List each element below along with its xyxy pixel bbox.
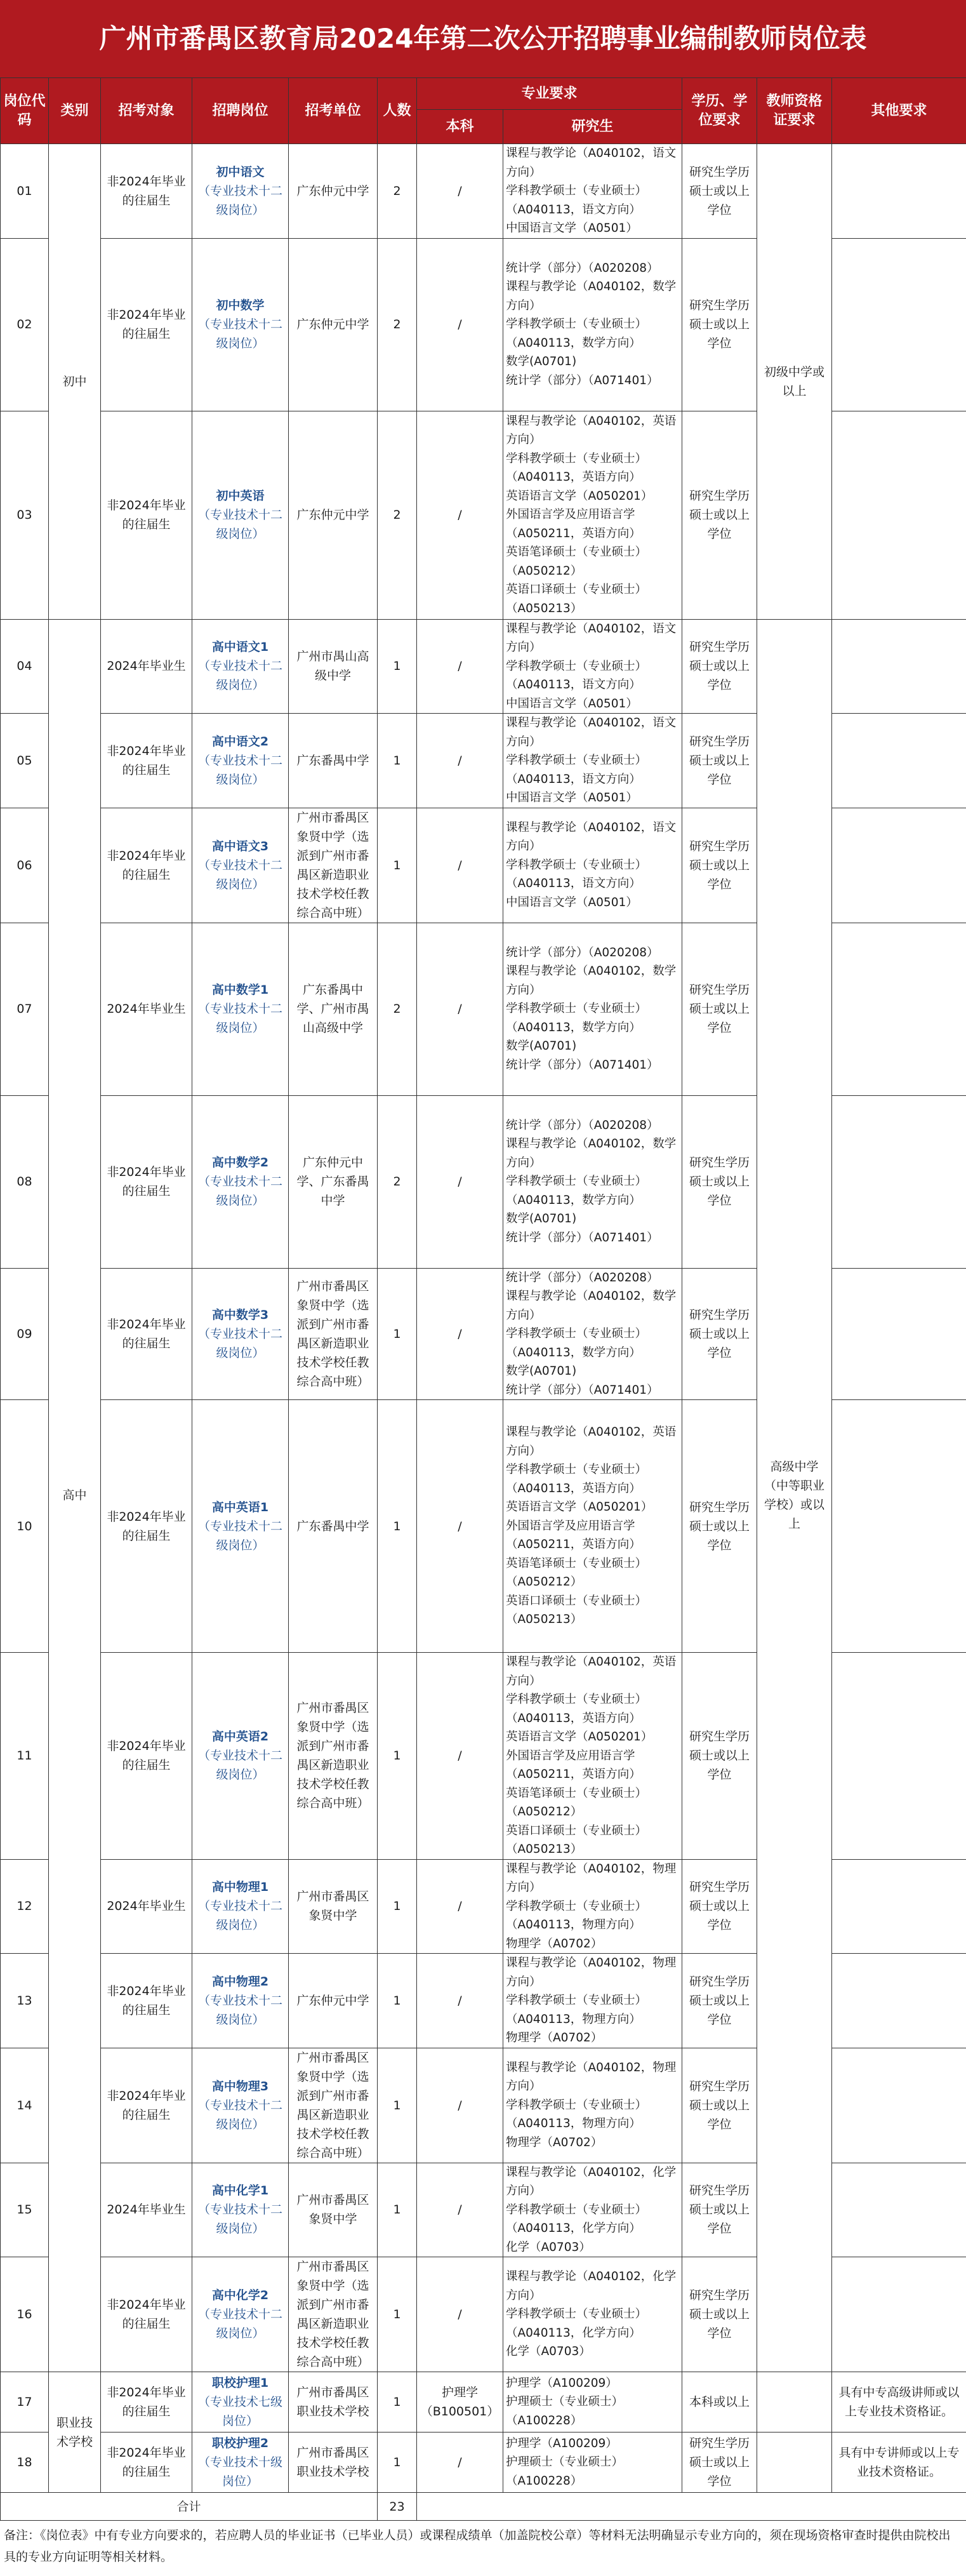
cell-cert (757, 2433, 832, 2493)
graduate-line: 化学（A0703） (506, 2345, 591, 2359)
position-grade: （专业技术十二级岗位） (197, 508, 282, 541)
graduate-line: 统计学（部分）（A020208） (506, 1271, 659, 1285)
graduate-line: 学科教学硕士（专业硕士）（A040113，英语方向） (506, 1463, 647, 1495)
cell-target: 2024年毕业生 (101, 923, 192, 1095)
cell-code: 04 (1, 619, 49, 714)
graduate-line: 统计学（部分）（A071401） (506, 373, 659, 387)
cell-other (832, 1954, 966, 2048)
cell-target: 非2024年毕业的往届生 (101, 1400, 192, 1653)
cell-target: 非2024年毕业的往届生 (101, 2257, 192, 2372)
graduate-line: 护理硕士（专业硕士）（A100228） (506, 2455, 624, 2488)
cell-undergrad: / (417, 1653, 503, 1860)
cell-count: 1 (378, 2163, 417, 2257)
cell-position (192, 238, 289, 411)
position-name: 职校护理1 (211, 2376, 269, 2390)
cell-degree: 研究生学历硕士或以上学位 (682, 144, 757, 239)
cell-position (192, 2433, 289, 2493)
graduate-line: 护理学（A100209） (506, 2376, 618, 2390)
graduate-line: 护理硕士（专业硕士）（A100228） (506, 2395, 624, 2427)
cell-other (832, 411, 966, 619)
cell-other (832, 1859, 966, 1954)
cell-count: 1 (378, 714, 417, 808)
graduate-line: 学科教学硕士（专业硕士）（A040113，化学方向） (506, 2307, 647, 2340)
cell-position (192, 2163, 289, 2257)
graduate-line: 课程与教学论（A040102，语文方向） (506, 716, 677, 749)
cell-graduate (503, 411, 682, 619)
position-name: 高中化学1 (211, 2184, 269, 2198)
position-name: 职校护理2 (211, 2436, 269, 2450)
cell-position (192, 1268, 289, 1400)
cell-code: 11 (1, 1653, 49, 1860)
cell-unit: 广州市番禺区职业技术学校 (289, 2372, 378, 2433)
cell-graduate (503, 619, 682, 714)
cell-code: 14 (1, 2048, 49, 2163)
cell-graduate (503, 923, 682, 1095)
cell-undergrad: / (417, 2433, 503, 2493)
table-body (1, 144, 966, 2521)
graduate-line: 数学(A0701) (506, 1365, 577, 1378)
header-position: 招聘岗位 (192, 78, 289, 144)
graduate-line: 课程与教学论（A040102，数学方向） (506, 1290, 677, 1322)
cell-target: 非2024年毕业的往届生 (101, 808, 192, 923)
cell-count: 1 (378, 2257, 417, 2372)
cell-other (832, 2163, 966, 2257)
cell-other (832, 1268, 966, 1400)
graduate-line: 学科教学硕士（专业硕士）（A040113，数学方向） (506, 1327, 647, 1359)
graduate-line: 中国语言文学（A0501） (506, 697, 638, 711)
cell-unit: 广州市禺山高级中学 (289, 619, 378, 714)
footnote: 备注：《岗位表》中有专业方向要求的，若应聘人员的毕业证书（已毕业人员）或课程成绩单（加盖院校公章）等材料无法明确显示专业方向的，须在现场资格审查时提供由院校出具的专业方向证明等相关材料。 (4, 2528, 951, 2564)
cell-code: 05 (1, 714, 49, 808)
cell-degree: 研究生学历硕士或以上学位 (682, 2163, 757, 2257)
position-name: 高中物理3 (211, 2079, 269, 2093)
position-name: 初中数学 (216, 298, 265, 312)
graduate-line: 课程与教学论（A040102，化学方向） (506, 2165, 677, 2198)
position-name: 高中语文1 (211, 640, 269, 655)
cell-degree: 研究生学历硕士或以上学位 (682, 1954, 757, 2048)
cell-undergrad: / (417, 619, 503, 714)
cell-category: 初中 (49, 144, 101, 620)
position-name: 高中数学3 (211, 1307, 269, 1322)
cell-unit: 广东番禺中学、广州市禺山高级中学 (289, 923, 378, 1095)
cell-target: 非2024年毕业的往届生 (101, 1653, 192, 1860)
graduate-line: 物理学（A0702） (506, 2135, 603, 2149)
page-title: 广州市番禺区教育局2024年第二次公开招聘事业编制教师岗位表 (0, 0, 966, 77)
cell-unit: 广东仲元中学 (289, 411, 378, 619)
cell-unit: 广东仲元中学、广东番禺中学 (289, 1095, 378, 1268)
cell-other (832, 808, 966, 923)
graduate-line: 统计学（部分）（A071401） (506, 1231, 659, 1245)
position-grade: （专业技术十级岗位） (197, 2455, 282, 2488)
total-row (1, 2493, 966, 2521)
cell-undergrad: / (417, 1400, 503, 1653)
cell-code: 02 (1, 238, 49, 411)
header-category: 类别 (49, 78, 101, 144)
position-grade: （专业技术十二级岗位） (197, 184, 282, 217)
cell-position (192, 714, 289, 808)
position-name: 高中数学1 (211, 983, 269, 997)
header-degree: 学历、学位要求 (682, 78, 757, 144)
cell-graduate (503, 1859, 682, 1954)
cell-degree: 研究生学历硕士或以上学位 (682, 411, 757, 619)
position-grade: （专业技术十二级岗位） (197, 659, 282, 693)
cell-undergrad: / (417, 808, 503, 923)
cell-count: 2 (378, 923, 417, 1095)
cell-code: 03 (1, 411, 49, 619)
cell-code: 13 (1, 1954, 49, 2048)
position-grade: （专业技术十二级岗位） (197, 1002, 282, 1035)
graduate-line: 中国语言文学（A0501） (506, 791, 638, 804)
cell-degree: 研究生学历硕士或以上学位 (682, 714, 757, 808)
cell-other (832, 714, 966, 808)
cell-degree: 研究生学历硕士或以上学位 (682, 2048, 757, 2163)
graduate-line: 数学(A0701) (506, 1212, 577, 1226)
cell-position (192, 411, 289, 619)
cell-target: 非2024年毕业的往届生 (101, 2433, 192, 2493)
cell-undergrad: / (417, 144, 503, 239)
graduate-line: 学科教学硕士（专业硕士）（A040113，英语方向） (506, 451, 647, 484)
cell-other (832, 2048, 966, 2163)
header-code: 岗位代码 (1, 78, 49, 144)
cell-count: 1 (378, 808, 417, 923)
graduate-line: 课程与教学论（A040102，物理方向） (506, 2060, 677, 2093)
cell-degree: 本科或以上 (682, 2372, 757, 2433)
graduate-line: 英语口译硕士（专业硕士）（A050213） (506, 583, 647, 615)
cell-position (192, 619, 289, 714)
cell-unit: 广州市番禺区象贤中学（选派到广州市番禺区新造职业技术学校任教综合高中班） (289, 2257, 378, 2372)
table-row (1, 2372, 966, 2433)
position-name: 高中语文3 (211, 839, 269, 853)
cell-code: 09 (1, 1268, 49, 1400)
cell-undergrad: / (417, 1954, 503, 2048)
cell-category: 高中 (49, 619, 101, 2372)
graduate-line: 学科教学硕士（专业硕士）（A040113，数学方向） (506, 1175, 647, 1207)
cell-cert: 高级中学（中等职业学校）或以上 (757, 619, 832, 2372)
cell-unit: 广州市番禺区象贤中学（选派到广州市番禺区新造职业技术学校任教综合高中班） (289, 808, 378, 923)
cell-graduate (503, 1653, 682, 1860)
cell-other (832, 1400, 966, 1653)
cell-target: 非2024年毕业的往届生 (101, 1954, 192, 2048)
graduate-line: 学科教学硕士（专业硕士）（A040113，语文方向） (506, 659, 647, 691)
cell-code: 16 (1, 2257, 49, 2372)
cell-graduate (503, 1268, 682, 1400)
graduate-line: 课程与教学论（A040102，语文方向） (506, 820, 677, 853)
graduate-line: 物理学（A0702） (506, 1937, 603, 1951)
graduate-line: 护理学（A100209） (506, 2436, 618, 2450)
graduate-line: 化学（A0703） (506, 2240, 591, 2254)
cell-cert (757, 2372, 832, 2433)
header-major: 专业要求 (417, 78, 682, 110)
cell-count: 1 (378, 2433, 417, 2493)
position-grade: （专业技术十二级岗位） (197, 1749, 282, 1782)
cell-undergrad: / (417, 2257, 503, 2372)
graduate-line: 学科教学硕士（专业硕士）（A040113，语文方向） (506, 184, 647, 217)
graduate-line: 学科教学硕士（专业硕士）（A040113，物理方向） (506, 1899, 647, 1932)
cell-degree: 研究生学历硕士或以上学位 (682, 2433, 757, 2493)
cell-target: 非2024年毕业的往届生 (101, 144, 192, 239)
graduate-line: 统计学（部分）（A020208） (506, 945, 659, 959)
cell-unit: 广州市番禺区象贤中学（选派到广州市番禺区新造职业技术学校任教综合高中班） (289, 1268, 378, 1400)
cell-target: 非2024年毕业的往届生 (101, 411, 192, 619)
cell-count: 2 (378, 411, 417, 619)
cell-unit: 广东仲元中学 (289, 238, 378, 411)
cell-count: 2 (378, 238, 417, 411)
total-label: 合计 (1, 2493, 378, 2521)
cell-code: 07 (1, 923, 49, 1095)
cell-position (192, 808, 289, 923)
cell-count: 1 (378, 1653, 417, 1860)
graduate-line: 学科教学硕士（专业硕士）（A040113，化学方向） (506, 2203, 647, 2235)
cell-degree: 研究生学历硕士或以上学位 (682, 1859, 757, 1954)
cell-undergrad: / (417, 1268, 503, 1400)
total-count: 23 (378, 2493, 417, 2521)
cell-undergrad: 护理学（B100501） (417, 2372, 503, 2433)
cell-code: 15 (1, 2163, 49, 2257)
cell-other (832, 144, 966, 239)
cell-position (192, 1859, 289, 1954)
cell-unit: 广州市番禺区职业技术学校 (289, 2433, 378, 2493)
graduate-line: 外国语言学及应用语言学（A050211，英语方向） (506, 1519, 641, 1552)
graduate-line: 课程与教学论（A040102，数学方向） (506, 280, 677, 312)
position-name: 高中英语2 (211, 1730, 269, 1744)
graduate-line: 课程与教学论（A040102，英语方向） (506, 1655, 677, 1688)
graduate-line: 外国语言学及应用语言学（A050211，英语方向） (506, 1749, 641, 1781)
cell-code: 01 (1, 144, 49, 239)
cell-position (192, 1954, 289, 2048)
graduate-line: 课程与教学论（A040102，语文方向） (506, 147, 677, 179)
graduate-line: 英语语言文学（A050201） (506, 489, 653, 503)
graduate-line: 中国语言文学（A0501） (506, 222, 638, 235)
graduate-line: 学科教学硕士（专业硕士）（A040113，英语方向） (506, 1693, 647, 1725)
graduate-line: 课程与教学论（A040102，化学方向） (506, 2270, 677, 2302)
cell-position (192, 1653, 289, 1860)
cell-count: 1 (378, 1954, 417, 2048)
cell-position (192, 923, 289, 1095)
cell-undergrad: / (417, 411, 503, 619)
cell-other (832, 923, 966, 1095)
cell-degree: 研究生学历硕士或以上学位 (682, 923, 757, 1095)
cell-count: 1 (378, 2048, 417, 2163)
cell-unit: 广州市番禺区象贤中学 (289, 2163, 378, 2257)
graduate-line: 英语口译硕士（专业硕士）（A050213） (506, 1824, 647, 1856)
cell-count: 1 (378, 619, 417, 714)
cell-undergrad: / (417, 714, 503, 808)
cell-other (832, 1653, 966, 1860)
cell-position (192, 1095, 289, 1268)
cell-undergrad: / (417, 2163, 503, 2257)
cell-position (192, 1400, 289, 1653)
cell-count: 1 (378, 1400, 417, 1653)
cell-code: 18 (1, 2433, 49, 2493)
cell-undergrad: / (417, 923, 503, 1095)
graduate-line: 课程与教学论（A040102，英语方向） (506, 1425, 677, 1458)
table-row (1, 144, 966, 239)
cell-graduate (503, 1095, 682, 1268)
graduate-line: 统计学（部分）（A071401） (506, 1058, 659, 1072)
cell-graduate (503, 808, 682, 923)
position-name: 高中语文2 (211, 734, 269, 749)
cell-unit: 广东番禺中学 (289, 714, 378, 808)
position-grade: （专业技术十二级岗位） (197, 2307, 282, 2340)
graduate-line: 课程与教学论（A040102，物理方向） (506, 1862, 677, 1894)
position-grade: （专业技术十二级岗位） (197, 317, 282, 350)
graduate-line: 课程与教学论（A040102，英语方向） (506, 414, 677, 447)
cell-other (832, 238, 966, 411)
position-table (0, 77, 966, 2521)
graduate-line: 英语语言文学（A050201） (506, 1500, 653, 1514)
header-cert: 教师资格证要求 (757, 78, 832, 144)
graduate-line: 学科教学硕士（专业硕士）（A040113，数学方向） (506, 1002, 647, 1034)
cell-count: 2 (378, 144, 417, 239)
header-target: 招考对象 (101, 78, 192, 144)
cell-target: 非2024年毕业的往届生 (101, 714, 192, 808)
graduate-line: 课程与教学论（A040102，数学方向） (506, 964, 677, 997)
cell-graduate (503, 2433, 682, 2493)
cell-unit: 广东番禺中学 (289, 1400, 378, 1653)
cell-other: 具有中专高级讲师或以上专业技术资格证。 (832, 2372, 966, 2433)
cell-other (832, 619, 966, 714)
cell-category: 职业技术学校 (49, 2372, 101, 2493)
position-grade: （专业技术十二级岗位） (197, 1175, 282, 1208)
graduate-line: 数学(A0701) (506, 1039, 577, 1053)
cell-target: 2024年毕业生 (101, 2163, 192, 2257)
graduate-line: 统计学（部分）（A020208） (506, 1118, 659, 1132)
position-name: 高中化学2 (211, 2288, 269, 2302)
position-name: 高中物理2 (211, 1974, 269, 1989)
graduate-line: 课程与教学论（A040102，物理方向） (506, 1956, 677, 1989)
cell-graduate (503, 2372, 682, 2433)
cell-unit: 广东仲元中学 (289, 144, 378, 239)
header-count: 人数 (378, 78, 417, 144)
cell-code: 08 (1, 1095, 49, 1268)
header-undergrad: 本科 (417, 110, 503, 144)
position-name: 初中英语 (216, 489, 265, 503)
cell-graduate (503, 1954, 682, 2048)
header-other: 其他要求 (832, 78, 966, 144)
cell-degree: 研究生学历硕士或以上学位 (682, 1268, 757, 1400)
cell-code: 12 (1, 1859, 49, 1954)
cell-target: 非2024年毕业的往届生 (101, 1095, 192, 1268)
position-grade: （专业技术十二级岗位） (197, 1899, 282, 1933)
cell-count: 2 (378, 1095, 417, 1268)
graduate-line: 外国语言学及应用语言学（A050211，英语方向） (506, 508, 641, 540)
graduate-line: 学科教学硕士（专业硕士）（A040113，物理方向） (506, 2098, 647, 2131)
total-filler (417, 2493, 966, 2521)
cell-other: 具有中专讲师或以上专业技术资格证。 (832, 2433, 966, 2493)
graduate-line: 课程与教学论（A040102，数学方向） (506, 1137, 677, 1170)
cell-code: 17 (1, 2372, 49, 2433)
graduate-line: 学科教学硕士（专业硕士）（A040113，物理方向） (506, 1994, 647, 2026)
position-grade: （专业技术七级岗位） (197, 2395, 282, 2428)
graduate-line: 数学(A0701) (506, 355, 577, 369)
graduate-line: 物理学（A0702） (506, 2031, 603, 2045)
cell-graduate (503, 2257, 682, 2372)
cell-target: 非2024年毕业的往届生 (101, 1268, 192, 1400)
graduate-line: 英语语言文学（A050201） (506, 1730, 653, 1744)
cell-degree: 研究生学历硕士或以上学位 (682, 1095, 757, 1268)
cell-graduate (503, 714, 682, 808)
cell-degree: 研究生学历硕士或以上学位 (682, 2257, 757, 2372)
cell-target: 2024年毕业生 (101, 1859, 192, 1954)
cell-undergrad: / (417, 2048, 503, 2163)
header-unit: 招考单位 (289, 78, 378, 144)
graduate-line: 统计学（部分）（A020208） (506, 261, 659, 275)
cell-target: 非2024年毕业的往届生 (101, 2372, 192, 2433)
cell-count: 1 (378, 2372, 417, 2433)
cell-undergrad: / (417, 238, 503, 411)
position-grade: （专业技术十二级岗位） (197, 1326, 282, 1360)
cell-target: 2024年毕业生 (101, 619, 192, 714)
cell-graduate (503, 2163, 682, 2257)
graduate-line: 统计学（部分）（A071401） (506, 1383, 659, 1397)
cell-other (832, 2257, 966, 2372)
cell-position (192, 2257, 289, 2372)
cell-degree: 研究生学历硕士或以上学位 (682, 1400, 757, 1653)
graduate-line: 课程与教学论（A040102，语文方向） (506, 622, 677, 654)
cell-position (192, 2372, 289, 2433)
graduate-line: 英语笔译硕士（专业硕士）（A050212） (506, 545, 647, 578)
position-grade: （专业技术十二级岗位） (197, 858, 282, 891)
graduate-line: 学科教学硕士（专业硕士）（A040113，语文方向） (506, 754, 647, 786)
cell-graduate (503, 238, 682, 411)
position-grade: （专业技术十二级岗位） (197, 2098, 282, 2132)
position-grade: （专业技术十二级岗位） (197, 1993, 282, 2027)
table-row (1, 619, 966, 714)
cell-position (192, 144, 289, 239)
cell-cert: 初级中学或以上 (757, 144, 832, 620)
graduate-line: 英语笔译硕士（专业硕士）（A050212） (506, 1556, 647, 1589)
position-name: 初中语文 (216, 164, 265, 179)
cell-position (192, 2048, 289, 2163)
table-row (1, 2433, 966, 2493)
cell-other (832, 1095, 966, 1268)
graduate-line: 学科教学硕士（专业硕士）（A040113，语文方向） (506, 858, 647, 891)
graduate-line: 英语笔译硕士（专业硕士）（A050212） (506, 1786, 647, 1819)
cell-degree: 研究生学历硕士或以上学位 (682, 238, 757, 411)
cell-code: 06 (1, 808, 49, 923)
cell-unit: 广州市番禺区象贤中学（选派到广州市番禺区新造职业技术学校任教综合高中班） (289, 1653, 378, 1860)
cell-degree: 研究生学历硕士或以上学位 (682, 808, 757, 923)
cell-count: 1 (378, 1268, 417, 1400)
position-grade: （专业技术十二级岗位） (197, 1519, 282, 1552)
position-name: 高中英语1 (211, 1500, 269, 1514)
cell-target: 非2024年毕业的往届生 (101, 2048, 192, 2163)
graduate-line: 学科教学硕士（专业硕士）（A040113，数学方向） (506, 317, 647, 350)
graduate-line: 中国语言文学（A0501） (506, 895, 638, 909)
position-grade: （专业技术十二级岗位） (197, 753, 282, 787)
cell-graduate (503, 1400, 682, 1653)
cell-unit: 广州市番禺区象贤中学 (289, 1859, 378, 1954)
cell-unit: 广东仲元中学 (289, 1954, 378, 2048)
position-grade: （专业技术十二级岗位） (197, 2203, 282, 2236)
cell-count: 1 (378, 1859, 417, 1954)
cell-target: 非2024年毕业的往届生 (101, 238, 192, 411)
cell-degree: 研究生学历硕士或以上学位 (682, 1653, 757, 1860)
cell-graduate (503, 144, 682, 239)
header-graduate: 研究生 (503, 110, 682, 144)
cell-undergrad: / (417, 1859, 503, 1954)
cell-undergrad: / (417, 1095, 503, 1268)
position-name: 高中数学2 (211, 1156, 269, 1170)
cell-code: 10 (1, 1400, 49, 1653)
cell-graduate (503, 2048, 682, 2163)
position-name: 高中物理1 (211, 1880, 269, 1895)
cell-unit: 广州市番禺区象贤中学（选派到广州市番禺区新造职业技术学校任教综合高中班） (289, 2048, 378, 2163)
cell-degree: 研究生学历硕士或以上学位 (682, 619, 757, 714)
graduate-line: 英语口译硕士（专业硕士）（A050213） (506, 1594, 647, 1627)
